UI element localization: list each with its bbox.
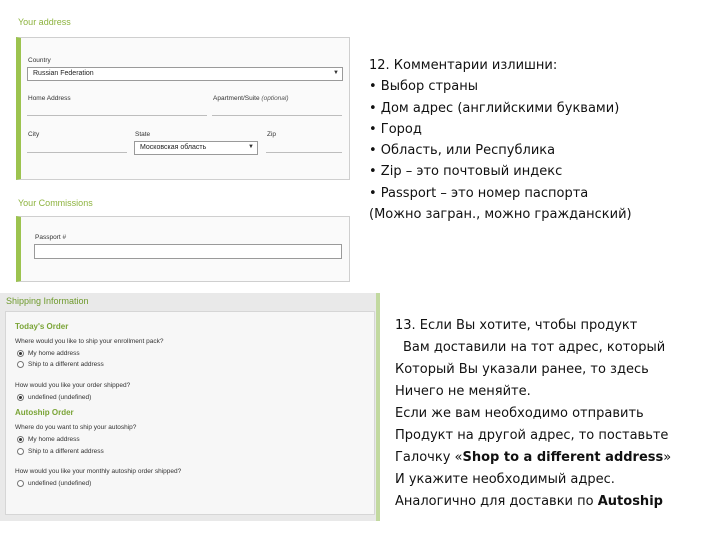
todays-shipping-method[interactable]: undefined (undefined): [17, 394, 91, 401]
state-value: Московская область: [140, 144, 207, 151]
todays-order-title: Today's Order: [15, 322, 69, 331]
emphasis-text: Autoship: [597, 494, 663, 509]
note-13-line: Который Вы указали ранее, то здесь: [395, 362, 649, 377]
address-section-title: Your address: [18, 17, 71, 27]
passport-label: Passport #: [35, 234, 67, 241]
note-13-line: Ничего не меняйте.: [395, 384, 531, 399]
note-13: [395, 315, 671, 513]
note-13-line: Вам доставили на тот адрес, который: [403, 340, 666, 355]
home-address-input[interactable]: [27, 104, 207, 116]
note-12-line: • Passport – это номер паспорта: [369, 185, 589, 201]
country-label: Country: [28, 57, 51, 64]
city-label: City: [28, 131, 40, 138]
apartment-label: Apartment/Suite (optional): [213, 95, 289, 102]
shipping-panel: [5, 311, 375, 515]
todays-option-different[interactable]: Ship to a different address: [17, 361, 104, 368]
note-12-line: 12. Комментарии излишни:: [369, 58, 558, 73]
chevron-down-icon: ▼: [248, 144, 254, 150]
note-12-line: • Город: [369, 121, 422, 137]
country-value: Russian Federation: [33, 70, 94, 77]
note-13-line: Аналогично для доставки по Autoship: [395, 494, 663, 509]
note-12: [369, 55, 632, 225]
note-12-line: • Область, или Республика: [369, 143, 556, 159]
zip-label: Zip: [267, 131, 277, 138]
todays-option-home[interactable]: My home address: [17, 350, 80, 357]
radio-selected-icon: [17, 394, 24, 401]
radio-icon: [17, 448, 24, 455]
country-select[interactable]: [27, 67, 343, 81]
state-select[interactable]: [134, 141, 258, 155]
note-13-line: Если же вам необходимо отправить: [395, 406, 644, 421]
note-13-line: 13. Если Вы хотите, чтобы продукт: [395, 318, 638, 333]
note-12-line: • Zip – это почтовый индекс: [369, 164, 563, 180]
note-12-line: (Можно загран., можно гражданский): [369, 207, 632, 223]
radio-selected-icon: [17, 350, 24, 357]
emphasis-text: Shop to a different address: [462, 450, 664, 465]
note-13-line: И укажите необходимый адрес.: [395, 472, 615, 487]
optional-hint: (optional): [261, 95, 289, 102]
zip-input[interactable]: [266, 141, 342, 153]
note-13-line: Галочку «Shop to a different address»: [395, 450, 672, 465]
note-12-line: • Дом адрес (английскими буквами): [369, 100, 620, 116]
autoship-where-question: Where do you want to ship your autoship?: [15, 424, 137, 431]
autoship-shipping-method[interactable]: undefined (undefined): [17, 480, 91, 487]
autoship-option-home[interactable]: My home address: [17, 436, 80, 443]
todays-where-question: Where would you like to ship your enrollment pack?: [15, 338, 164, 345]
radio-icon: [17, 480, 24, 487]
chevron-down-icon: ▼: [333, 70, 339, 76]
autoship-how-question: How would you like your monthly autoship order shipped?: [15, 468, 182, 475]
shipping-header: Shipping Information: [6, 296, 89, 306]
note-13-line: Продукт на другой адрес, то поставьте: [395, 428, 669, 443]
state-label: State: [135, 131, 151, 138]
note-12-line: • Выбор страны: [369, 79, 479, 95]
todays-how-question: How would you like your order shipped?: [15, 382, 131, 389]
radio-selected-icon: [17, 436, 24, 443]
passport-input[interactable]: [34, 244, 342, 259]
autoship-order-title: Autoship Order: [15, 408, 74, 417]
city-input[interactable]: [27, 141, 127, 153]
commissions-section-title: Your Commissions: [18, 198, 93, 208]
autoship-option-different[interactable]: Ship to a different address: [17, 448, 104, 455]
shipping-section: [0, 293, 380, 521]
radio-icon: [17, 361, 24, 368]
home-address-label: Home Address: [28, 95, 71, 102]
apartment-input[interactable]: [212, 104, 342, 116]
